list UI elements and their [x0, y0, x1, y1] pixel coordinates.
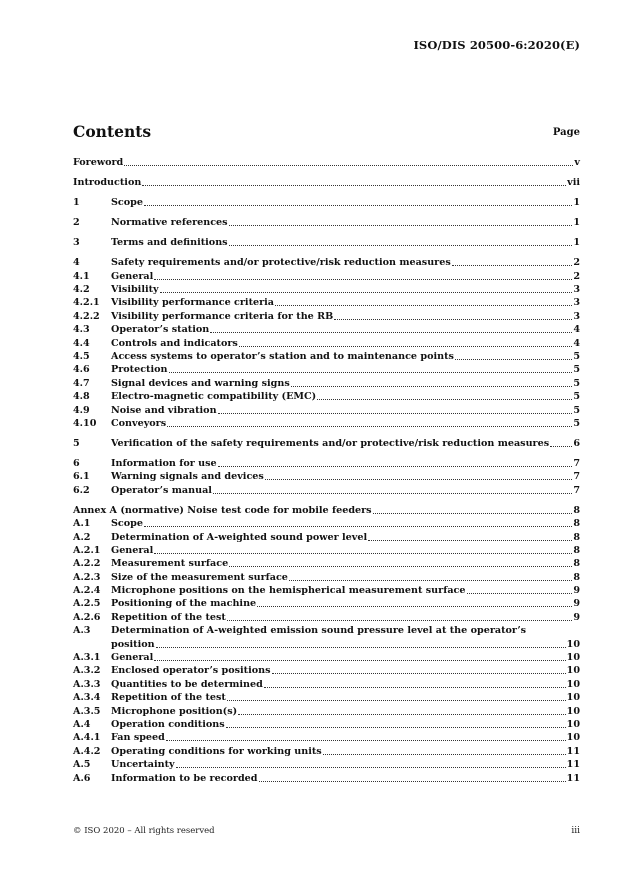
- toc-entry-number: A.2.4: [73, 585, 101, 597]
- toc-entry[interactable]: [73, 390, 580, 403]
- toc-entry-number: 4: [73, 257, 80, 269]
- toc-entry-title: Repetition of the test: [111, 692, 226, 704]
- toc-leader-dots: [239, 346, 572, 347]
- toc-entry-page: 3: [573, 310, 580, 322]
- toc-entry-title: Quantities to be determined: [111, 678, 263, 690]
- toc-entry-number: A.5: [73, 759, 91, 771]
- toc-entry-number: 6.2: [73, 484, 90, 496]
- toc-entry-page: 7: [573, 471, 580, 483]
- toc-entry-page: 8: [573, 558, 580, 570]
- toc-entry-page: 10: [566, 705, 580, 717]
- toc-leader-dots: [317, 399, 572, 400]
- toc-entry-number: 2: [73, 217, 80, 229]
- toc-entry[interactable]: [73, 691, 580, 704]
- toc-leader-dots: [452, 265, 573, 266]
- toc-leader-dots: [368, 540, 572, 541]
- toc-entry-title: Measurement surface: [111, 558, 229, 570]
- toc-entry-title: Conveyors: [111, 418, 167, 429]
- toc-entry-title: Repetition of the test: [111, 611, 226, 623]
- toc-entry-page: 10: [566, 652, 580, 664]
- toc-leader-dots: [275, 305, 572, 306]
- toc-entry[interactable]: [73, 731, 580, 744]
- copyright-notice: © ISO 2020 – All rights reserved: [73, 826, 215, 836]
- toc-entry-title: Normative references: [111, 217, 228, 229]
- toc-entry-title: Information for use: [111, 457, 217, 469]
- toc-entry-number: A.4: [73, 718, 91, 730]
- toc-entry-title: Foreword: [73, 157, 124, 169]
- toc-entry-number: 4.3: [73, 324, 90, 336]
- toc-leader-dots: [334, 319, 572, 320]
- toc-leader-dots: [166, 740, 566, 741]
- toc-entry[interactable]: [73, 557, 580, 570]
- toc-entry-title: Safety requirements and/or protective/risk reduction measures: [111, 257, 451, 269]
- toc-entry-page: 10: [566, 718, 580, 730]
- toc-entry-number: 5: [73, 437, 80, 449]
- toc-entry-number: A.4.1: [73, 732, 101, 744]
- toc-entry-page: 9: [573, 585, 580, 597]
- toc-leader-dots: [144, 205, 572, 206]
- toc-entry-number: 4.6: [73, 364, 90, 376]
- toc-entry-number: 4.10: [73, 418, 97, 429]
- toc-entry-title: Scope: [111, 197, 143, 209]
- toc-entry-number: 4.1: [73, 270, 90, 282]
- toc-entry[interactable]: [73, 323, 580, 336]
- toc-entry[interactable]: [73, 544, 580, 557]
- toc-entry-page: 9: [573, 611, 580, 623]
- toc-leader-dots: [238, 714, 565, 715]
- toc-leader-dots: [176, 767, 566, 768]
- toc-entry[interactable]: [73, 376, 580, 389]
- toc-entry-title: Enclosed operator’s positions: [111, 665, 271, 677]
- toc-entry-page: 11: [566, 745, 580, 757]
- toc-entry[interactable]: [73, 350, 580, 363]
- toc-entry[interactable]: [73, 570, 580, 583]
- toc-leader-dots: [291, 386, 573, 387]
- toc-entry-title: General: [111, 652, 154, 664]
- toc-entry-title: Information to be recorded: [111, 772, 258, 784]
- toc-leader-dots: [227, 700, 566, 701]
- toc-entry-number: A.2.5: [73, 598, 101, 610]
- toc-entry-number: A.3.4: [73, 692, 101, 704]
- toc-entry-page: 7: [573, 484, 580, 496]
- toc-leader-dots: [259, 781, 566, 782]
- toc-entry-title: General: [111, 270, 154, 282]
- toc-leader-dots: [218, 466, 573, 467]
- toc-entry[interactable]: [73, 256, 580, 269]
- toc-leader-dots: [272, 673, 566, 674]
- toc-entry-page: 11: [566, 772, 580, 784]
- toc-entry-number: 1: [73, 197, 80, 209]
- toc-entry[interactable]: [73, 517, 580, 530]
- toc-entry-number: A.2.6: [73, 611, 101, 623]
- page-number: iii: [571, 826, 580, 836]
- toc-entry-number: A.4.2: [73, 745, 101, 757]
- toc-entry-number: 4.9: [73, 404, 90, 416]
- toc-entry-title: Microphone positions on the hemispherical measurement surface: [111, 585, 466, 597]
- toc-entry[interactable]: [73, 196, 580, 209]
- toc-entry[interactable]: [73, 283, 580, 296]
- toc-entry-title: Operating conditions for working units: [111, 745, 322, 757]
- toc-entry[interactable]: [73, 664, 580, 677]
- toc-leader-dots: [455, 359, 572, 360]
- toc-entry[interactable]: [73, 704, 580, 717]
- toc-entry-number: 3: [73, 237, 80, 249]
- toc-entry[interactable]: [73, 216, 580, 229]
- toc-entry-page: 2: [573, 270, 580, 282]
- toc-entry-title: Warning signals and devices: [111, 471, 264, 483]
- toc-entry-title: Controls and indicators: [111, 337, 238, 349]
- toc-entry-title: Fan speed: [111, 732, 165, 744]
- table-of-contents: [73, 156, 580, 785]
- toc-entry-number: A.2.2: [73, 558, 101, 570]
- toc-leader-dots: [160, 292, 573, 293]
- toc-entry-number: A.3.2: [73, 665, 101, 677]
- toc-entry-page: 10: [566, 638, 580, 650]
- toc-leader-dots: [467, 593, 573, 594]
- toc-entry[interactable]: [73, 309, 580, 322]
- toc-entry[interactable]: [73, 503, 580, 516]
- toc-entry-title: Terms and definitions: [111, 237, 228, 249]
- toc-leader-dots: [213, 493, 572, 494]
- toc-leader-dots: [154, 553, 572, 554]
- toc-entry-number: 4.5: [73, 351, 90, 363]
- toc-entry-number: A.2.3: [73, 571, 101, 583]
- toc-entry-page: 10: [566, 732, 580, 744]
- toc-leader-dots: [227, 620, 572, 621]
- toc-entry-number: 4.7: [73, 377, 90, 389]
- toc-entry-continuation[interactable]: [73, 637, 580, 650]
- toc-entry[interactable]: [73, 744, 580, 757]
- toc-entry-title: Operation conditions: [111, 718, 225, 730]
- page-column-label: Page: [552, 127, 580, 138]
- toc-entry-title: Visibility: [111, 284, 159, 296]
- toc-entry-page: 3: [573, 297, 580, 309]
- toc-entry[interactable]: [73, 597, 580, 610]
- toc-entry-page: 2: [573, 257, 580, 269]
- toc-entry-title: Positioning of the machine: [111, 598, 257, 610]
- toc-entry[interactable]: [73, 718, 580, 731]
- toc-entry-title-continued: position: [111, 638, 155, 650]
- toc-leader-dots: [373, 513, 573, 514]
- toc-entry[interactable]: [73, 758, 580, 771]
- toc-entry[interactable]: [73, 624, 580, 637]
- toc-entry-number: 4.2: [73, 284, 90, 296]
- toc-entry[interactable]: [73, 403, 580, 416]
- toc-entry-title: Uncertainty: [111, 759, 175, 771]
- toc-entry-page: 11: [566, 759, 580, 771]
- toc-leader-dots: [154, 279, 572, 280]
- toc-entry-number: A.3.1: [73, 652, 101, 664]
- toc-entry[interactable]: [73, 483, 580, 496]
- toc-entry-page: vii: [567, 177, 580, 189]
- toc-leader-dots: [142, 185, 566, 186]
- toc-entry-number: 6: [73, 457, 80, 469]
- toc-entry-title: Protection: [111, 364, 168, 376]
- toc-leader-dots: [323, 754, 566, 755]
- toc-entry-title: Size of the measurement surface: [111, 571, 288, 583]
- toc-entry-title: Determination of A-weighted emission sound pressure level at the operator’s: [111, 625, 527, 637]
- toc-entry[interactable]: [73, 771, 580, 784]
- toc-leader-dots: [264, 687, 566, 688]
- toc-entry-page: 7: [573, 457, 580, 469]
- toc-entry[interactable]: [73, 470, 580, 483]
- toc-entry-title: Scope: [111, 518, 143, 530]
- toc-entry-title: Visibility performance criteria: [111, 297, 275, 309]
- toc-leader-dots: [229, 566, 572, 567]
- toc-entry-title: Electro-magnetic compatibility (EMC): [111, 391, 317, 403]
- toc-entry-page: 5: [573, 391, 580, 403]
- toc-entry[interactable]: [73, 296, 580, 309]
- toc-entry-page: 1: [573, 237, 580, 249]
- toc-entry-page: 4: [573, 324, 580, 336]
- toc-entry-number: A.1: [73, 518, 91, 530]
- toc-entry-page: v: [574, 157, 580, 169]
- toc-entry-number: 4.2.2: [73, 310, 100, 322]
- document-id: ISO/DIS 20500-6:2020(E): [413, 38, 580, 52]
- toc-leader-dots: [144, 526, 572, 527]
- toc-leader-dots: [226, 727, 566, 728]
- toc-entry[interactable]: [73, 677, 580, 690]
- toc-leader-dots: [289, 580, 572, 581]
- toc-entry-title: Introduction: [73, 177, 142, 189]
- toc-leader-dots: [169, 372, 573, 373]
- toc-entry-page: 1: [573, 217, 580, 229]
- toc-entry[interactable]: [73, 417, 580, 430]
- toc-entry-number: A.2: [73, 531, 91, 543]
- toc-entry-number: 6.1: [73, 471, 90, 483]
- toc-entry[interactable]: [73, 363, 580, 376]
- toc-entry-title: Operator’s manual: [111, 484, 212, 496]
- toc-entry[interactable]: [73, 610, 580, 623]
- toc-entry[interactable]: [73, 437, 580, 450]
- toc-entry[interactable]: [73, 236, 580, 249]
- toc-leader-dots: [167, 426, 572, 427]
- toc-entry-title: Microphone position(s): [111, 705, 238, 717]
- toc-entry[interactable]: [73, 269, 580, 282]
- toc-entry-page: 8: [573, 571, 580, 583]
- toc-leader-dots: [154, 660, 565, 661]
- toc-entry-number: 4.4: [73, 337, 90, 349]
- toc-entry-number: A.6: [73, 772, 91, 784]
- toc-entry-title: Visibility performance criteria for the RB: [111, 310, 334, 322]
- toc-entry-number: 4.2.1: [73, 297, 100, 309]
- toc-entry-page: 5: [573, 418, 580, 429]
- toc-entry-number: A.3: [73, 625, 91, 637]
- toc-entry-page: 9: [573, 598, 580, 610]
- toc-entry-page: 8: [573, 504, 580, 516]
- toc-entry-page: 4: [573, 337, 580, 349]
- toc-entry-page: 5: [573, 364, 580, 376]
- toc-entry-page: 6: [573, 437, 580, 449]
- toc-entry-number: 4.8: [73, 391, 90, 403]
- toc-entry-title: Operator’s station: [111, 324, 210, 336]
- toc-entry-page: 5: [573, 377, 580, 389]
- toc-leader-dots: [550, 446, 572, 447]
- toc-entry-title: Annex A (normative) Noise test code for mobile feeders: [73, 504, 372, 516]
- toc-entry-title: Determination of A-weighted sound power level: [111, 531, 368, 543]
- toc-entry-page: 8: [573, 518, 580, 530]
- toc-entry-title: Verification of the safety requirements and/or protective/risk reduction measures: [111, 437, 550, 449]
- toc-entry-title: General: [111, 544, 154, 556]
- toc-entry[interactable]: [73, 176, 580, 189]
- toc-entry-title: Noise and vibration: [111, 404, 217, 416]
- toc-entry-title: Access systems to operator’s station and to maintenance points: [111, 351, 454, 363]
- toc-leader-dots: [229, 225, 573, 226]
- toc-entry[interactable]: [73, 156, 580, 169]
- toc-entry-page: 5: [573, 351, 580, 363]
- toc-entry-page: 3: [573, 284, 580, 296]
- toc-leader-dots: [124, 165, 573, 166]
- toc-leader-dots: [257, 606, 572, 607]
- toc-entry[interactable]: [73, 584, 580, 597]
- toc-entry[interactable]: [73, 336, 580, 349]
- toc-entry-number: A.3.5: [73, 705, 101, 717]
- toc-entry-page: 8: [573, 531, 580, 543]
- toc-entry-page: 10: [566, 665, 580, 677]
- page-title: Contents: [73, 122, 152, 141]
- toc-entry-number: A.2.1: [73, 544, 101, 556]
- toc-entry-page: 5: [573, 404, 580, 416]
- toc-entry-page: 10: [566, 678, 580, 690]
- toc-entry[interactable]: [73, 530, 580, 543]
- toc-leader-dots: [265, 479, 573, 480]
- toc-entry-page: 1: [573, 197, 580, 209]
- toc-entry[interactable]: [73, 651, 580, 664]
- toc-leader-dots: [210, 332, 572, 333]
- toc-leader-dots: [156, 647, 566, 648]
- toc-leader-dots: [229, 245, 573, 246]
- toc-entry-title: Signal devices and warning signs: [111, 377, 290, 389]
- toc-entry[interactable]: [73, 457, 580, 470]
- toc-entry-page: 8: [573, 544, 580, 556]
- toc-entry-page: 10: [566, 692, 580, 704]
- toc-leader-dots: [218, 413, 573, 414]
- toc-entry-number: A.3.3: [73, 678, 101, 690]
